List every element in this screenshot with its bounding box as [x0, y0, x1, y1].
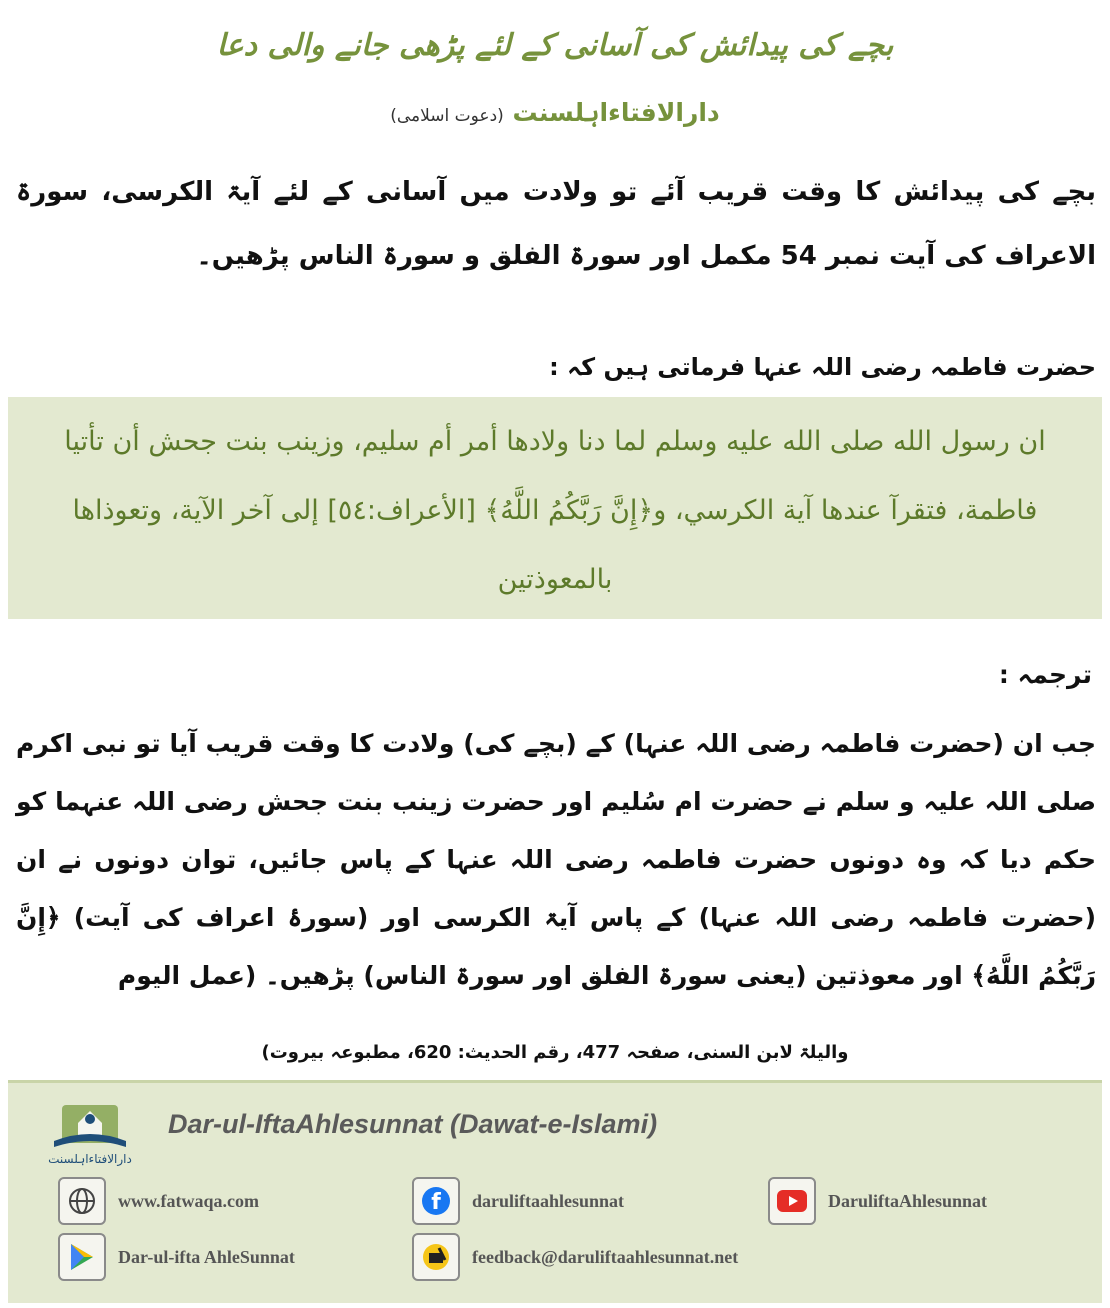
organization-subtitle: (دعوت اسلامی) — [390, 106, 504, 126]
footer-panel — [8, 1083, 1102, 1303]
brand-name: Dar-ul-IftaAhlesunnat (Dawat-e-Islami) — [168, 1109, 658, 1139]
narration-intro: حضرت فاطمہ رضی اللہ عنہا فرماتی ہیں کہ : — [549, 353, 1096, 381]
logo-lettering: دارالافتاءاہلسنت — [48, 1152, 132, 1166]
feedback-email[interactable]: feedback@daruliftaahlesunnat.net — [472, 1246, 739, 1267]
dar-ul-ifta-logo — [44, 1097, 136, 1175]
website-url[interactable]: www.fatwaqa.com — [118, 1190, 259, 1211]
svg-text:f: f — [431, 1190, 441, 1215]
youtube-icon — [768, 1177, 816, 1225]
arabic-hadith-text: ان رسول الله صلى الله عليه وسلم لما دنا ولادها أمر أم سليم، وزينب بنت جحش أن تأتيا فاطمة، فتقرآ عندها آية الكرسي، و﴿إِنَّ رَبَّكُمُ اللَّهُ﴾ [الأعراف:٥٤] إلى آخر الآية، وتعوذاها بالمعوذتين — [64, 426, 1046, 595]
arabic-hadith-box — [8, 397, 1102, 619]
facebook-icon — [412, 1177, 460, 1225]
intro-paragraph: بچے کی پیدائش کا وقت قریب آئے تو ولادت میں آسانی کے لئے آیۃ الکرسی، سورۃ الاعراف کی آیت نمبر 54 مکمل اور سورۃ الفلق و سورۃ الناس پڑھیں۔ — [16, 177, 1096, 271]
facebook-handle[interactable]: daruliftaahlesunnat — [472, 1190, 625, 1211]
organization-heading — [0, 98, 1110, 127]
organization-name: دارالافتاءاہلسنت — [512, 98, 720, 127]
facebook-link[interactable] — [412, 1177, 624, 1225]
youtube-link[interactable] — [768, 1177, 987, 1225]
website-link[interactable] — [58, 1177, 259, 1225]
youtube-handle[interactable]: DaruliftaAhlesunnat — [828, 1190, 988, 1211]
feedback-icon — [412, 1233, 460, 1281]
feedback-email-link[interactable] — [412, 1233, 738, 1281]
play-store-link[interactable] — [58, 1233, 295, 1281]
page-title: بچے کی پیدائش کی آسانی کے لئے پڑھی جانے والی دعا — [216, 28, 894, 63]
translation-heading: ترجمہ : — [998, 660, 1092, 689]
play-store-icon — [58, 1233, 106, 1281]
globe-icon — [58, 1177, 106, 1225]
reference-line: والیلۃ لابن السنی، صفحہ 477، رقم الحدیث: 620، مطبوعہ بیروت) — [261, 1042, 849, 1063]
translation-paragraph: جب ان (حضرت فاطمہ رضی اللہ عنہا) کے (بچے کی) ولادت کا وقت قریب آیا تو نبی اکرم صلی اللہ علیہ و سلم نے حضرت ام سُلیم اور حضرت زینب بنت جحش رضی اللہ عنہما کو حکم دیا کہ وہ دونوں حضرت فاطمہ رضی اللہ عنہا کے پاس جائیں، توان دونوں نے ان (حضرت فاطمہ رضی اللہ عنہا) کے پاس آیۃ الکرسی اور (سورۂ اعراف کی آیت) ﴿إِنَّ رَبَّكُمُ اللَّهُ﴾ اور معوذتین (یعنی سورۃ الفلق اور سورۃ الناس) پڑھیں۔ (عمل الیوم — [16, 729, 1096, 990]
play-store-label[interactable]: Dar-ul-ifta AhleSunnat — [118, 1246, 295, 1267]
